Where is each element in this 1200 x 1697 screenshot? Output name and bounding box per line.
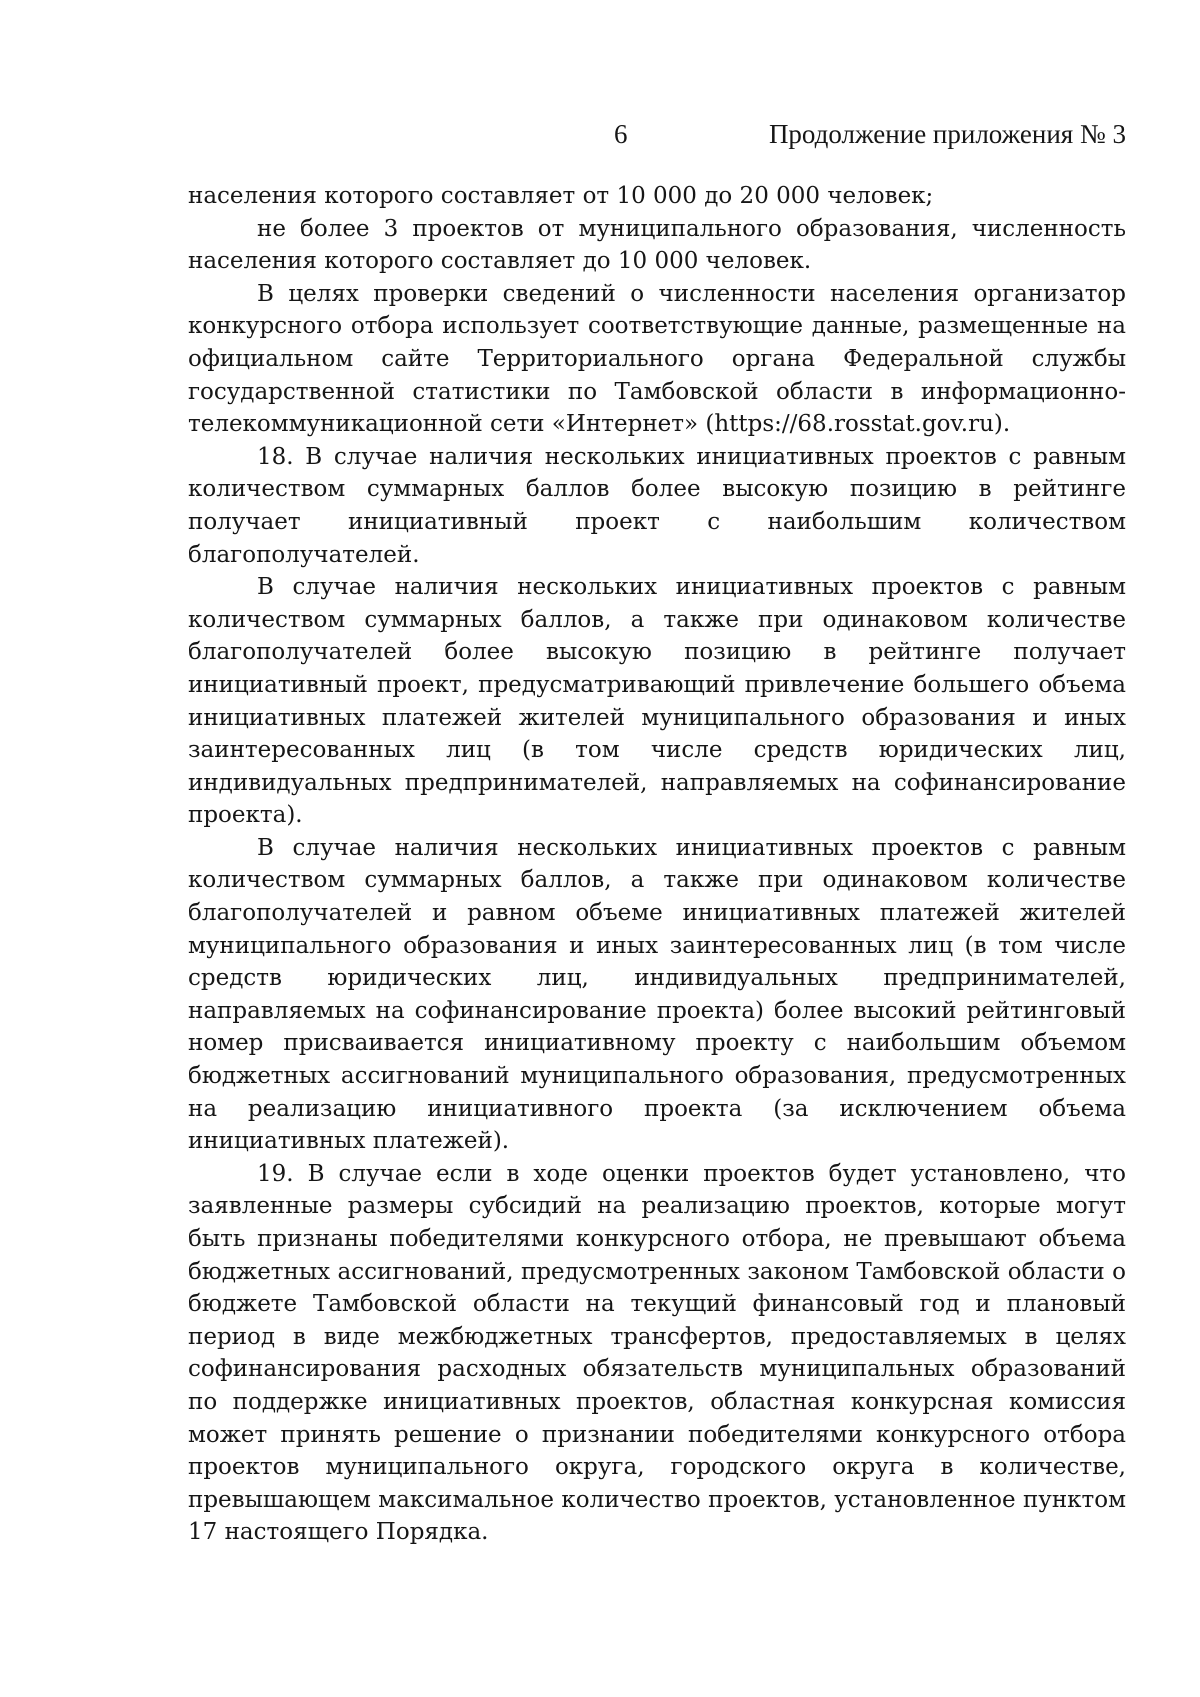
paragraph-population-verification: В целях проверки сведений о численности населения организатор конкурсного отбора использует соответствующие данные, размещенные на официальном сайте Территориального органа Федеральной службы государственной статистики по Тамбовской области в информационно-телекоммуникационной сети «Интернет» (https://68.rosstat.gov.ru). (188, 280, 1126, 438)
paragraph-tie-break-budget: В случае наличия нескольких инициативных проектов с равным количеством суммарных баллов, а также при одинаковом количестве благополучателей и равном объеме инициативных платежей жителей муниципального образования и иных заинтересованных лиц (в том числе средств юридических лиц, индивидуальных предпринимателей, направляемых на софинансирование проекта) более высокий рейтинговый номер присваивается инициативному проекту с наибольшим объемом бюджетных ассигнований муниципального образования, предусмотренных на реализацию инициативного проекта (за исключением объема инициативных платежей). (188, 834, 1126, 1155)
document-body (188, 180, 1126, 1549)
paragraph-item-18: 18. В случае наличия нескольких инициативных проектов с равным количеством суммарных баллов более высокую позицию в рейтинге получает инициативный проект с наибольшим количеством благополучателей. (188, 443, 1126, 568)
paragraph-population-limit-1: населения которого составляет от 10 000 до 20 000 человек; (188, 183, 934, 209)
paragraph-item-19: 19. В случае если в ходе оценки проектов будет установлено, что заявленные размеры субсидий на реализацию проектов, которые могут быть признаны победителями конкурсного отбора, не превышают объема бюджетных ассигнований, предусмотренных законом Тамбовской области о бюджете Тамбовской области на текущий финансовый год и плановый период в виде межбюджетных трансфертов, предоставляемых в целях софинансирования расходных обязательств муниципальных образований по поддержке инициативных проектов, областная конкурсная комиссия может принять решение о признании победителями конкурсного отбора проектов муниципального округа, городского округа в количестве, превышающем максимальное количество проектов, установленное пунктом 17 настоящего Порядка. (188, 1160, 1126, 1546)
appendix-continuation-header: Продолжение приложения № 3 (768, 119, 1126, 149)
paragraph-population-limit-2: не более 3 проектов от муниципального образования, численность населения которого составляет до 10 000 человек. (188, 215, 1126, 275)
paragraph-tie-break-payments: В случае наличия нескольких инициативных проектов с равным количеством суммарных баллов, а также при одинаковом количестве благополучателей более высокую позицию в рейтинге получает инициативный проект, предусматривающий привлечение большего объема инициативных платежей жителей муниципального образования и иных заинтересованных лиц (в том числе средств юридических лиц, индивидуальных предпринимателей, направляемых на софинансирование проекта). (188, 574, 1126, 829)
page-number: 6 (614, 119, 628, 149)
